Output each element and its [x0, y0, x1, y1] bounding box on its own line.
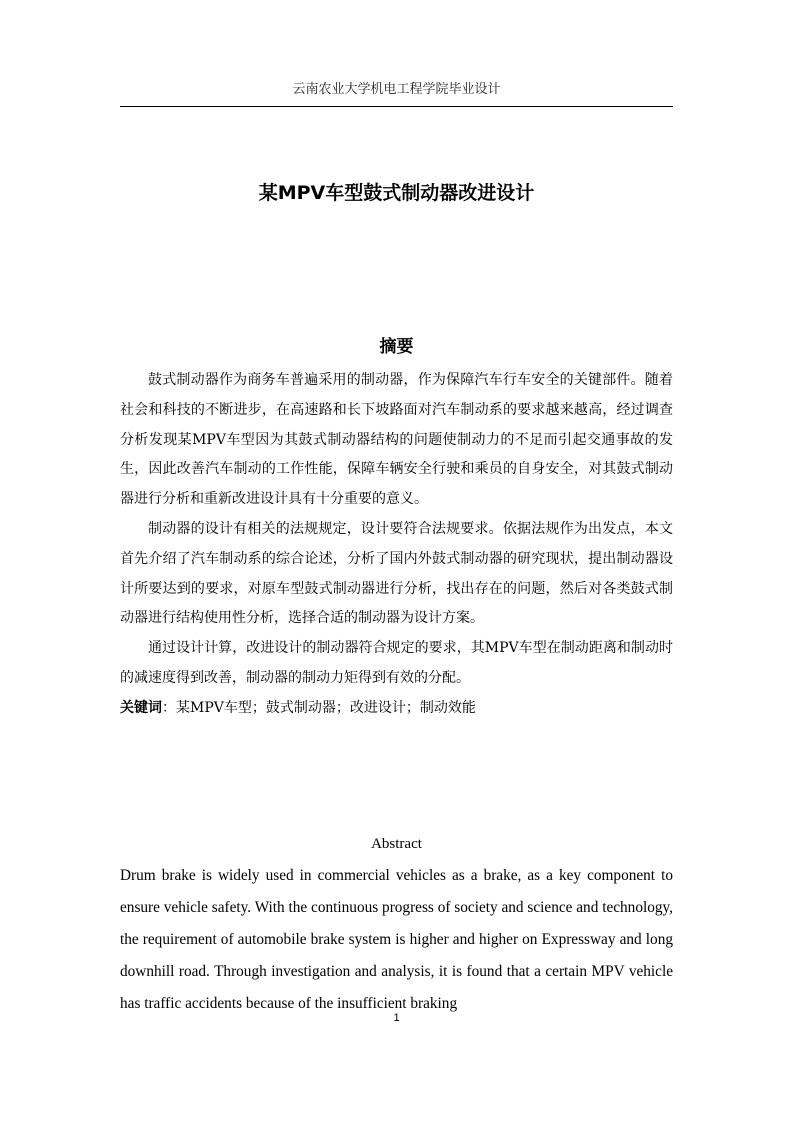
page-header: 云南农业大学机电工程学院毕业设计 — [292, 82, 501, 97]
abstract-body-en: Drum brake is widely used in commercial vehicles as a brake, as a key component to ensure vehicle safety. With the continuous progress of society and science and technology, the requirement of automobile brake system is higher and higher on Expressway and long downhill road. Through investigation and analysis, it is found that a certain MPV vehicle has traffic accidents because of the insufficient braking — [120, 867, 673, 1012]
abstract-paragraph: 制动器的设计有相关的法规规定，设计要符合法规要求。依据法规作为出发点，本文首先介绍了汽车制动系的综合论述，分析了国内外鼓式制动器的研究现状，提出制动器设计所要达到的要求，对原车型鼓式制动器进行分析，找出存在的问题，然后对各类鼓式制动器进行结构使用性分析，选择合适的制动器为设计方案。 — [120, 520, 673, 627]
abstract-body-cn — [120, 366, 673, 724]
keywords-line — [120, 694, 673, 724]
document-title: 某MPV车型鼓式制动器改进设计 — [258, 182, 535, 204]
abstract-paragraph: 鼓式制动器作为商务车普遍采用的制动器，作为保障汽车行车安全的关键部件。随着社会和科技的不断进步，在高速路和长下坡路面对汽车制动系的要求越来越高，经过调查分析发现某MPV车型因为其鼓式制动器结构的问题使制动力的不足而引起交通事故的发生，因此改善汽车制动的工作性能，保障车辆安全行驶和乘员的自身安全，对其鼓式制动器进行分析和重新改进设计具有十分重要的意义。 — [120, 372, 673, 508]
abstract-paragraph: 通过设计计算，改进设计的制动器符合规定的要求，其MPV车型在制动距离和制动时的减速度得到改善，制动器的制动力矩得到有效的分配。 — [120, 640, 673, 686]
header-divider — [120, 106, 673, 107]
abstract-heading-en: Abstract — [371, 836, 422, 852]
page-number: 1 — [393, 1012, 400, 1024]
keywords-text: ：某MPV车型；鼓式制动器；改进设计；制动效能 — [162, 699, 476, 716]
abstract-heading-cn: 摘要 — [379, 337, 414, 357]
keywords-label: 关键词 — [120, 699, 162, 716]
